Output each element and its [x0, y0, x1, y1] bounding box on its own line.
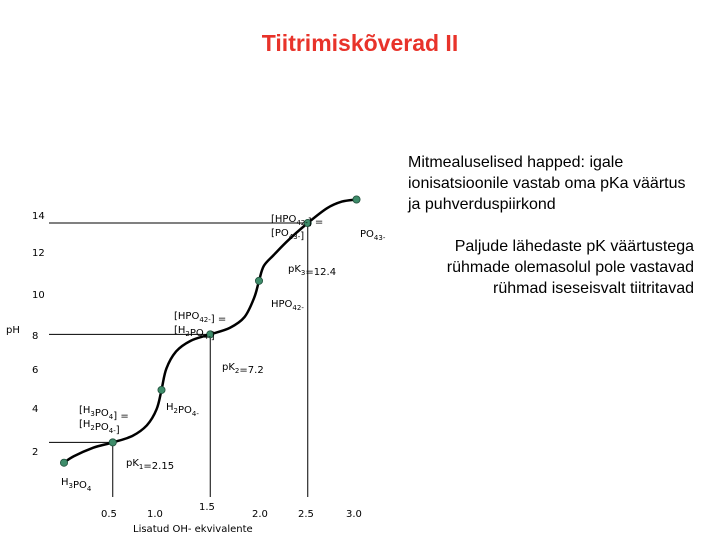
label-h2po4: $H_2PO_{4-}$: [166, 402, 199, 418]
label-h3po4: $H_3PO_4$: [61, 477, 92, 493]
y-tick-label: 8: [32, 331, 39, 342]
y-tick-label: 12: [32, 248, 45, 259]
label-equal-hpo4-b: $[HPO_{42-}]$ =: [271, 214, 324, 228]
y-tick-label: 4: [32, 404, 39, 415]
data-point-7: [353, 196, 360, 203]
label-pk1: $pK_1=2.15$: [126, 458, 175, 472]
x-tick-label: 3.0: [346, 509, 362, 520]
label-equal-h2po4-b: $[H_2PO_{4-}]$: [174, 325, 215, 342]
note-polyprotic-acids: Mitmealuselised happed: igale ionisatsioonile vastab oma pKa väärtus ja puhverduspiirkond: [408, 154, 686, 213]
page-title: Tiitrimiskõverad II: [261, 30, 459, 56]
guide-lines: [49, 223, 308, 497]
x-tick-label: 2.0: [252, 509, 268, 520]
y-axis-label: pH: [6, 325, 20, 336]
data-point-3: [158, 386, 165, 393]
note-close-pk-values: Paljude lähedaste pK väärtustega rühmade olemasolul pole vastavad rühmad iseseisvalt tiitritavad: [446, 238, 694, 297]
data-point-1: [60, 459, 67, 466]
y-tick-label: 10: [32, 290, 45, 301]
y-tick-label: 6: [32, 365, 39, 376]
chart-annotations: [61, 214, 386, 493]
label-equal-h2po4-a: $[H_2PO_{4-}]$: [79, 419, 120, 436]
x-tick-label: 1.0: [147, 509, 163, 520]
data-point-5: [255, 277, 262, 284]
label-equal-hpo4-a: $[HPO_{42-}]$ =: [174, 311, 227, 325]
x-axis-label: Lisatud OH- ekvivalente: [133, 524, 253, 535]
x-axis-ticks: [101, 502, 362, 520]
label-pk3: $pK_3=12.4$: [288, 264, 337, 278]
y-tick-label: 14: [32, 211, 45, 222]
label-equal-h3po4: $[H_3PO_4]$ =: [79, 405, 129, 422]
y-tick-label: 2: [32, 447, 39, 458]
x-tick-label: 2.5: [298, 509, 314, 520]
label-equal-po4: $[PO_{43-}]$: [271, 228, 305, 242]
y-axis-ticks: [32, 211, 45, 458]
label-hpo4: $HPO_{42-}$: [271, 299, 304, 312]
label-po4: $PO_{43-}$: [360, 229, 386, 242]
x-tick-label: 0.5: [101, 509, 117, 520]
label-pk2: $pK_2=7.2$: [222, 362, 264, 376]
x-tick-label: 1.5: [199, 502, 215, 513]
data-point-2: [109, 439, 116, 446]
